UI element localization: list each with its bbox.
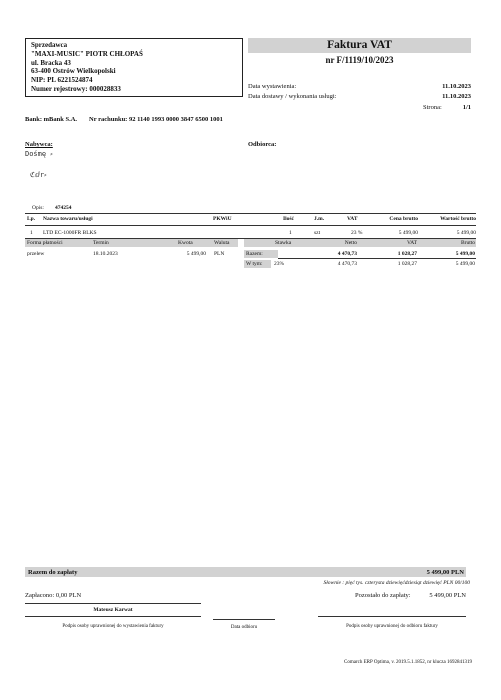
page-value: 1/1 xyxy=(462,104,471,111)
col-unit: J.m. xyxy=(314,216,325,222)
seller-name: "MAXI-MUSIC" PIOTR CHŁOPAŚ xyxy=(31,50,143,58)
summary-incl-gross: 5 499,00 xyxy=(455,261,475,267)
bank-name: Bank: mBank S.A. xyxy=(25,116,78,123)
issuer-name: Mateusz Karwat xyxy=(93,607,133,613)
issue-date: 11.10.2023 xyxy=(442,83,471,90)
summary-total-net: 4 470,73 xyxy=(337,251,357,257)
col-value: Wartość brutto xyxy=(440,216,476,222)
paid-amount: Zapłacono: 0,00 PLN xyxy=(25,592,82,599)
receiver-signature-line xyxy=(318,616,466,617)
summary-incl-net: 4 470,73 xyxy=(337,261,357,267)
to-pay-value: 5 499,00 PLN xyxy=(426,569,464,576)
table-header-rule xyxy=(25,225,476,226)
summary-incl-rate: 23% xyxy=(274,261,285,267)
issuer-caption: Podpis osoby uprawnionej do wystawienia faktury xyxy=(62,624,164,629)
note-label: Opis: xyxy=(32,205,44,211)
issuer-signature-line xyxy=(25,616,201,617)
page-label: Strona: xyxy=(423,104,442,111)
bank-account: Nr rachunku: 92 1140 1993 0000 3847 6500 1001 xyxy=(89,116,223,123)
buyer-line-2: ℭⅆr⸗ xyxy=(30,171,47,179)
row-lp: 1 xyxy=(30,230,33,236)
seller-heading: Sprzedawca xyxy=(31,41,68,49)
payment-form-header: Forma płatności xyxy=(27,240,63,246)
payment-amount: 5 499,00 xyxy=(186,251,206,257)
date-signature-line xyxy=(213,619,275,620)
col-pkwiu: PKWiU xyxy=(213,216,232,222)
seller-nip: NIP: PL 6221524874 xyxy=(31,76,93,84)
issuer-top-rule xyxy=(25,603,201,604)
payment-amount-header: Kwota xyxy=(178,240,193,246)
delivery-date-label: Data dostawy / wykonania usługi: xyxy=(248,93,337,100)
amount-in-words: Słownie : pięć tys. czterysta dziewięćdziesiąt dziewięć PLN 00/100 xyxy=(323,580,470,586)
summary-total-gross: 5 499,00 xyxy=(455,251,475,257)
recipient-label: Odbiorca: xyxy=(248,141,277,148)
invoice-title-bar xyxy=(248,38,471,53)
summary-total-label: Razem: xyxy=(246,251,263,257)
col-qty: Ilość xyxy=(283,216,294,222)
summary-vat-header: VAT xyxy=(407,240,417,246)
col-name: Nazwa towaru/usługi xyxy=(43,216,93,222)
row-unit: szt xyxy=(314,230,321,236)
summary-incl-label: W tym: xyxy=(246,261,263,267)
col-price: Cena brutto xyxy=(389,216,418,222)
row-vat: 23 % xyxy=(351,230,363,236)
summary-total-rule xyxy=(278,258,476,259)
payment-form: przelew xyxy=(27,251,45,257)
row-qty: 1 xyxy=(289,230,292,236)
date-caption: Data odbioru xyxy=(230,625,258,630)
remaining-label: Pozostało do zapłaty: xyxy=(355,592,411,599)
software-footer: Comarch ERP Optima, v. 2019.5.1.1852, nr klucza 1692841319 xyxy=(344,660,472,665)
col-vat: VAT xyxy=(347,216,358,222)
seller-city: 63-400 Ostrów Wielkopolski xyxy=(31,67,116,75)
summary-rate-header: Stawka xyxy=(275,240,292,246)
summary-incl-vat: 1 028,27 xyxy=(397,261,417,267)
payment-currency-header: Waluta xyxy=(214,240,230,246)
summary-net-header: Netto xyxy=(344,240,357,246)
invoice-number: nr F/1119/10/2023 xyxy=(325,55,394,65)
buyer-label: Nabywca: xyxy=(25,141,53,148)
payment-term-header: Termin xyxy=(93,240,109,246)
summary-gross-header: Brutto xyxy=(460,240,475,246)
col-lp: Lp. xyxy=(27,216,36,222)
issue-date-label: Data wystawienia: xyxy=(248,83,297,90)
row-name: LTD EC-1000FR BLKS xyxy=(43,230,97,236)
payment-term: 18.10.2023 xyxy=(93,251,118,257)
buyer-line-1: Dośmę ⸗ xyxy=(25,150,53,158)
seller-register: Numer rejestrowy: 000028833 xyxy=(31,85,121,93)
payment-currency: PLN xyxy=(214,251,225,257)
seller-street: ul. Bracka 43 xyxy=(31,59,71,67)
summary-total-vat: 1 028,27 xyxy=(397,251,417,257)
row-value: 5 499,00 xyxy=(456,230,476,236)
remaining-value: 5 499,00 PLN xyxy=(429,592,466,599)
table-top-rule xyxy=(25,213,476,214)
invoice-title: Faktura VAT xyxy=(327,39,392,51)
row-price: 5 499,00 xyxy=(398,230,418,236)
seller-box xyxy=(25,38,243,97)
receiver-caption: Podpis osoby uprawnionej do odbioru faktury xyxy=(346,624,438,629)
delivery-date: 11.10.2023 xyxy=(442,93,471,100)
note-value: 474254 xyxy=(55,205,72,211)
to-pay-label: Razem do zapłaty xyxy=(28,569,78,576)
